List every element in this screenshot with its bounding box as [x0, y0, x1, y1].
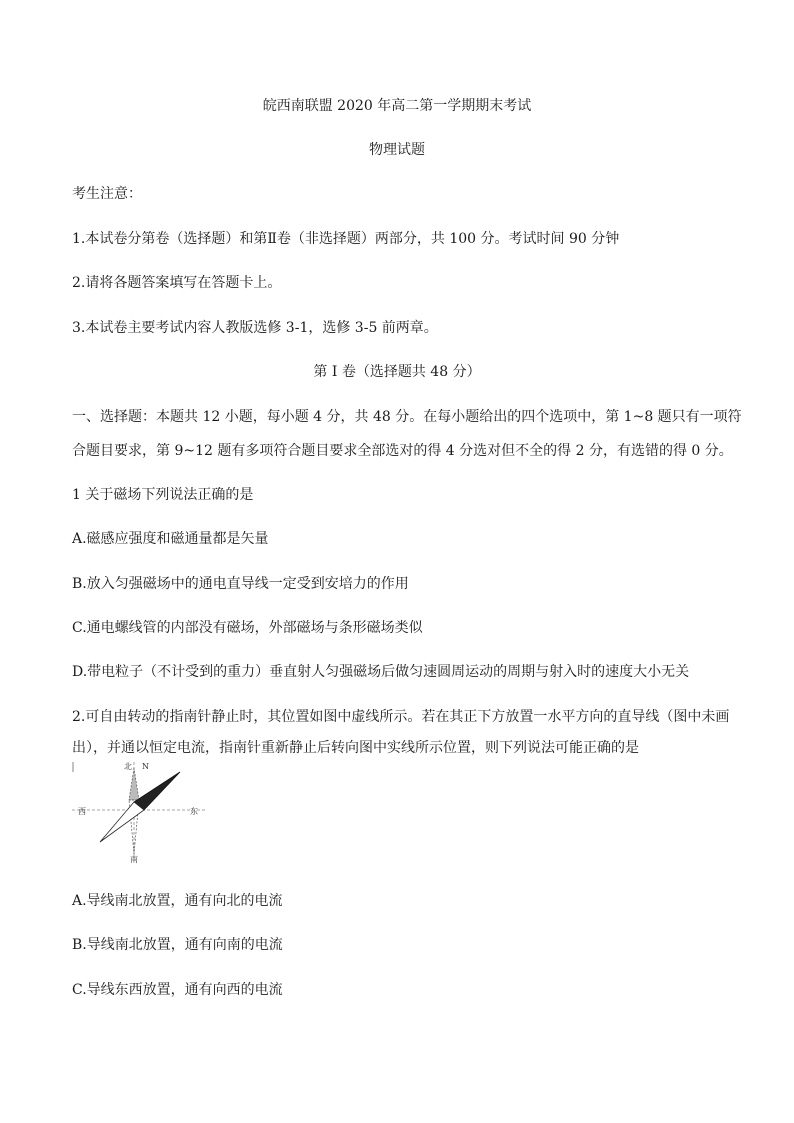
n-pole-label: N [142, 762, 149, 771]
notice-item: 2.请将各题答案填写在答题卡上。 [72, 275, 282, 291]
section-instructions: 一、选择题：本题共 12 小题，每小题 4 分，共 48 分。在每小题给出的四个选项中，第 1~8 题只有一项符 [72, 409, 742, 425]
question-1-option-b: B.放入匀强磁场中的通电直导线一定受到安培力的作用 [72, 576, 409, 592]
south-label: 南 [130, 855, 138, 864]
notice-item: 3.本试卷主要考试内容人教版选修 3-1，选修 3-5 前两章。 [72, 320, 438, 336]
exam-subject: 物理试题 [369, 142, 425, 158]
compass-figure [70, 758, 210, 866]
question-2-option-c: C.导线东西放置，通有向西的电流 [72, 982, 283, 998]
question-2-stem: 2.可自由转动的指南针静止时，其位置如图中虚线所示。若在其正下方放置一水平方向的直导线（图中未画 [72, 709, 730, 725]
question-2-option-b: B.导线南北放置，通有向南的电流 [72, 937, 283, 953]
north-label: 北 [124, 762, 132, 771]
notice-heading: 考生注意： [72, 186, 142, 202]
exam-title: 皖西南联盟 2020 年高二第一学期期末考试 [262, 98, 532, 114]
notice-item: 1.本试卷分第卷（选择题）和第Ⅱ卷（非选择题）两部分，共 100 分。考试时间 90 分钟 [72, 231, 620, 247]
question-1-option-d: D.带电粒子（不计受到的重力）垂直射人匀强磁场后做匀速圆周运动的周期与射入时的速度大小无关 [72, 664, 690, 680]
section-title: 第 I 卷（选择题共 48 分） [313, 364, 481, 380]
question-1-option-c: C.通电螺线管的内部没有磁场，外部磁场与条形磁场类似 [72, 620, 423, 636]
original-needle-north [129, 768, 139, 800]
west-label: 西 [78, 807, 86, 816]
section-instructions: 合题目要求，第 9~12 题有多项符合题目要求全部选对的得 4 分选对但不全的得 2 分，有选错的得 0 分。 [72, 443, 733, 459]
deflected-needle-south [100, 802, 144, 842]
question-1-option-a: A.磁感应强度和磁通量都是矢量 [72, 531, 269, 547]
question-1-stem: 1 关于磁场下列说法正确的是 [72, 487, 254, 503]
east-label: 东 [190, 807, 198, 816]
question-2-stem: 出），并通以恒定电流，指南针重新静止后转向图中实线所示位置，则下列说法可能正确的是 [72, 740, 639, 756]
question-2-option-a: A.导线南北放置，通有向北的电流 [72, 893, 283, 909]
deflected-needle-north [134, 772, 180, 810]
